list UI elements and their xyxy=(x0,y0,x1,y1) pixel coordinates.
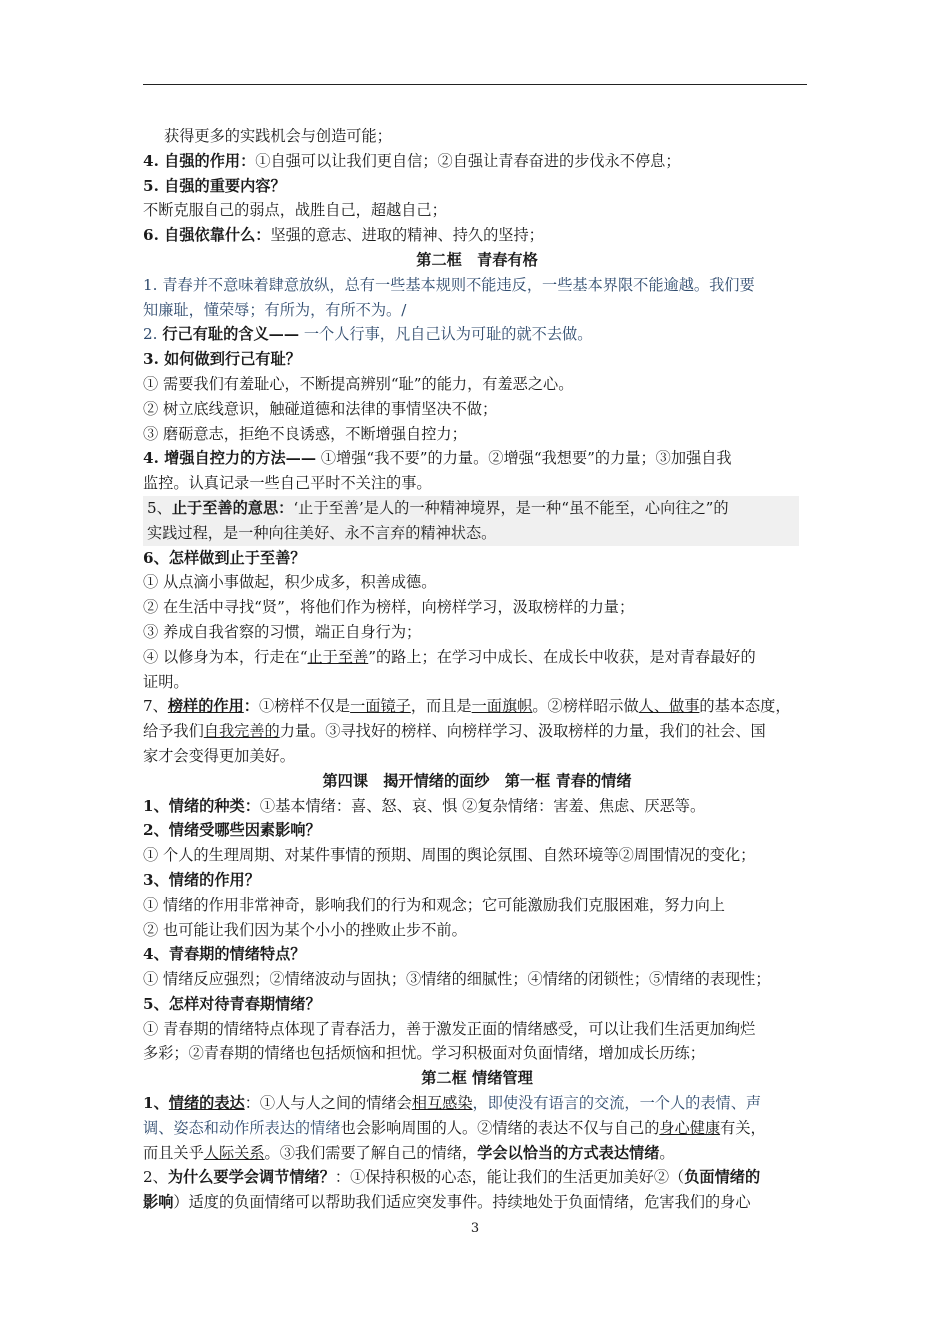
text-run: 也会影响周围的人。②情绪的表达不仅与自己的 xyxy=(340,1118,660,1137)
text-run: 止于至善 xyxy=(307,647,369,666)
text-run: 一面旗帜 xyxy=(471,697,533,716)
text-run: 。③我们需要了解自己的情绪， xyxy=(264,1143,478,1162)
text-line xyxy=(143,818,811,843)
text-line xyxy=(143,670,811,695)
text-run: 多彩；②青春期的情绪也包括烦恼和担忧。学习积极面对负面情绪，增加成长历练； xyxy=(143,1044,705,1063)
text-run: 情绪的表达 xyxy=(168,1094,245,1113)
text-run: ‘止于至善’是人的一种精神境界，是一种“虽不能至，心向往之”的 xyxy=(293,498,729,517)
text-line xyxy=(143,992,811,1017)
text-run: 的基本态度， xyxy=(699,697,791,716)
text-line xyxy=(143,1017,811,1042)
text-run: 知廉耻，懂荣辱；有所为，有所不为。/ xyxy=(143,300,407,319)
text-run: 人、做事 xyxy=(638,697,700,716)
text-run: 为什么要学会调节情绪？ xyxy=(167,1168,335,1187)
text-line xyxy=(143,273,811,298)
text-run: 榜样的作用 xyxy=(167,697,244,716)
text-run: 4. 增强自控力的方法—— xyxy=(143,449,317,468)
text-line xyxy=(143,868,811,893)
text-run: 7、 xyxy=(143,697,168,716)
text-run: 力量。③寻找好的榜样、向榜样学习、汲取榜样的力量，我们的社会、国 xyxy=(279,722,766,741)
text-run: 一个人行事，凡自己认为可耻的就不去做。 xyxy=(299,325,593,344)
section-heading xyxy=(143,769,811,794)
text-run: 第二框 情绪管理 xyxy=(421,1069,533,1088)
text-run: 行己有耻的含义—— xyxy=(162,325,300,344)
text-line xyxy=(143,645,811,670)
text-line xyxy=(143,397,811,422)
text-run: 不断克服自己的弱点，战胜自己，超越自己； xyxy=(143,201,447,220)
text-run: 第二框 青春有格 xyxy=(416,250,538,269)
page-number: 3 xyxy=(470,1221,480,1236)
text-run: 。 xyxy=(659,1143,675,1162)
text-run: 相互感染 xyxy=(411,1094,473,1113)
text-run: ①基本情绪：喜、怒、哀、惧 ②复杂情绪：害羞、焦虑、厌恶等。 xyxy=(259,796,706,815)
text-run: 证明。 xyxy=(143,672,189,691)
text-line xyxy=(143,620,811,645)
text-run: 影响 xyxy=(143,1193,174,1212)
text-run: ①增强“我不要”的力量。②增强“我想要”的力量；③加强自我 xyxy=(316,449,732,468)
text-line xyxy=(143,174,811,199)
text-run: 一面镜子 xyxy=(350,697,411,716)
text-run: 5、 xyxy=(147,498,172,517)
text-run: 坚强的意志、进取的精神、持久的坚持； xyxy=(270,226,544,245)
text-line xyxy=(143,918,811,943)
text-run: 3. 如何做到行己有耻？ xyxy=(143,350,301,369)
text-run: 给予我们 xyxy=(143,722,204,741)
text-run: 家才会变得更加美好。 xyxy=(143,746,295,765)
text-run: ：①人与人之间的情绪会 xyxy=(244,1094,412,1113)
highlighted-line xyxy=(143,496,799,521)
text-line xyxy=(143,1141,811,1166)
text-run: ② 也可能让我们因为某个小小的挫败止步不前。 xyxy=(143,920,467,939)
text-line xyxy=(143,347,811,372)
text-run: 5、怎样对待青春期情绪？ xyxy=(143,994,321,1013)
text-run: ④ 以修身为本，行走在“ xyxy=(143,647,308,666)
text-run: 。②榜样昭示做 xyxy=(532,697,639,716)
text-line xyxy=(143,694,811,719)
text-run: 1、情绪的种类： xyxy=(143,796,260,815)
text-run: 1. 青春并不意味着肆意放纵，总有一些基本规则不能违反，一些基本界限不能逾越。我们要 xyxy=(143,275,755,294)
text-line xyxy=(143,719,811,744)
text-line xyxy=(143,372,811,397)
text-line xyxy=(143,471,811,496)
text-line xyxy=(143,124,811,149)
text-run: ：①保持积极的心态，能让我们的生活更加美好②（ xyxy=(334,1168,685,1187)
header-rule xyxy=(143,84,807,85)
text-line xyxy=(143,223,811,248)
text-run: 6、怎样做到止于至善？ xyxy=(143,548,306,567)
text-line xyxy=(143,595,811,620)
text-line xyxy=(143,446,811,471)
text-run: ③ 养成自我省察的习惯，端正自身行为； xyxy=(143,622,422,641)
text-run: ①自强可以让我们更自信；②自强让青春奋进的步伐永不停息； xyxy=(255,151,681,170)
text-line xyxy=(143,298,811,323)
text-line xyxy=(143,1091,811,1116)
text-run: 4、青春期的情绪特点？ xyxy=(143,945,306,964)
text-line xyxy=(143,843,811,868)
document-body xyxy=(143,124,811,1215)
text-line xyxy=(143,1165,811,1190)
text-run: 2、情绪受哪些因素影响？ xyxy=(143,821,321,840)
text-run: 4. 自强的作用： xyxy=(143,151,256,170)
text-run: ①榜样不仅是 xyxy=(258,697,351,716)
text-line xyxy=(143,1116,811,1141)
text-run: ① 需要我们有羞耻心，不断提高辨别“耻”的能力，有羞恶之心。 xyxy=(143,374,574,393)
text-run: 有关， xyxy=(720,1118,766,1137)
text-run: ① 青春期的情绪特点体现了青春活力，善于激发正面的情绪感受，可以让我们生活更加绚烂 xyxy=(143,1019,756,1038)
text-run: 而且关乎 xyxy=(143,1143,204,1162)
text-run: ② 树立底线意识，触碰道德和法律的事情坚决不做； xyxy=(143,399,498,418)
text-run: 2、 xyxy=(143,1168,168,1187)
text-run: 自我完善的 xyxy=(203,722,280,741)
text-line xyxy=(143,1190,811,1215)
text-run: ① 情绪反应强烈；②情绪波动与固执；③情绪的细腻性；④情绪的闭锁性；⑤情绪的表现性； xyxy=(143,970,771,989)
text-line xyxy=(143,893,811,918)
text-run: ① 个人的生理周期、对某件事情的预期、周围的舆论氛围、自然环境等②周围情况的变化； xyxy=(143,846,756,865)
text-run: 5. 自强的重要内容？ xyxy=(143,176,286,195)
text-run: ③ 磨砺意志，拒绝不良诱惑，不断增强自控力； xyxy=(143,424,467,443)
text-run: ： xyxy=(243,697,259,716)
text-run: 止于至善的意思： xyxy=(171,498,294,517)
text-run: 负面情绪的 xyxy=(684,1168,761,1187)
text-line xyxy=(143,942,811,967)
text-run: 身心健康 xyxy=(659,1118,721,1137)
section-heading xyxy=(143,248,811,273)
text-run: ）适度的负面情绪可以帮助我们适应突发事件。持续地处于负面情绪，危害我们的身心 xyxy=(173,1193,751,1212)
section-heading xyxy=(143,1066,811,1091)
text-run: 获得更多的实践机会与创造可能； xyxy=(164,127,392,145)
text-run: 第四课 揭开情绪的面纱 第一框 青春的情绪 xyxy=(322,771,632,790)
text-run: 学会以恰当的方式表达情绪 xyxy=(477,1143,660,1162)
text-run: ① 情绪的作用非常神奇，影响我们的行为和观念；它可能激励我们克服困难，努力向上 xyxy=(143,895,725,914)
text-run: ① 从点滴小事做起，积少成多，积善成德。 xyxy=(143,573,437,592)
text-run: ，而且是 xyxy=(410,697,472,716)
text-run: 1、 xyxy=(143,1094,169,1113)
text-run: ”的路上；在学习中成长、在成长中收获，是对青春最好的 xyxy=(368,647,756,666)
text-line xyxy=(143,570,811,595)
text-line xyxy=(143,794,811,819)
highlighted-line xyxy=(143,521,799,546)
text-line xyxy=(143,967,811,992)
text-line xyxy=(143,744,811,769)
text-run: 3、情绪的作用？ xyxy=(143,870,260,889)
text-line xyxy=(143,322,811,347)
text-line xyxy=(143,546,811,571)
text-line xyxy=(143,149,811,174)
text-line xyxy=(143,198,811,223)
text-run: 监控。认真记录一些自己平时不关注的事。 xyxy=(143,474,432,493)
text-run: 人际关系 xyxy=(203,1143,265,1162)
text-line xyxy=(143,1041,811,1066)
text-run: ② 在生活中寻找“贤”，将他们作为榜样，向榜样学习，汲取榜样的力量； xyxy=(143,598,635,617)
text-line xyxy=(143,422,811,447)
text-run: ，即使没有语言的交流，一个人的表情、声 xyxy=(472,1094,762,1113)
text-run: 6. 自强依靠什么： xyxy=(143,226,271,245)
text-run: 2. xyxy=(143,325,163,344)
text-run: 调、姿态和动作所表达的情绪 xyxy=(143,1118,341,1137)
text-run: 实践过程，是一种向往美好、永不言弃的精神状态。 xyxy=(147,523,497,542)
